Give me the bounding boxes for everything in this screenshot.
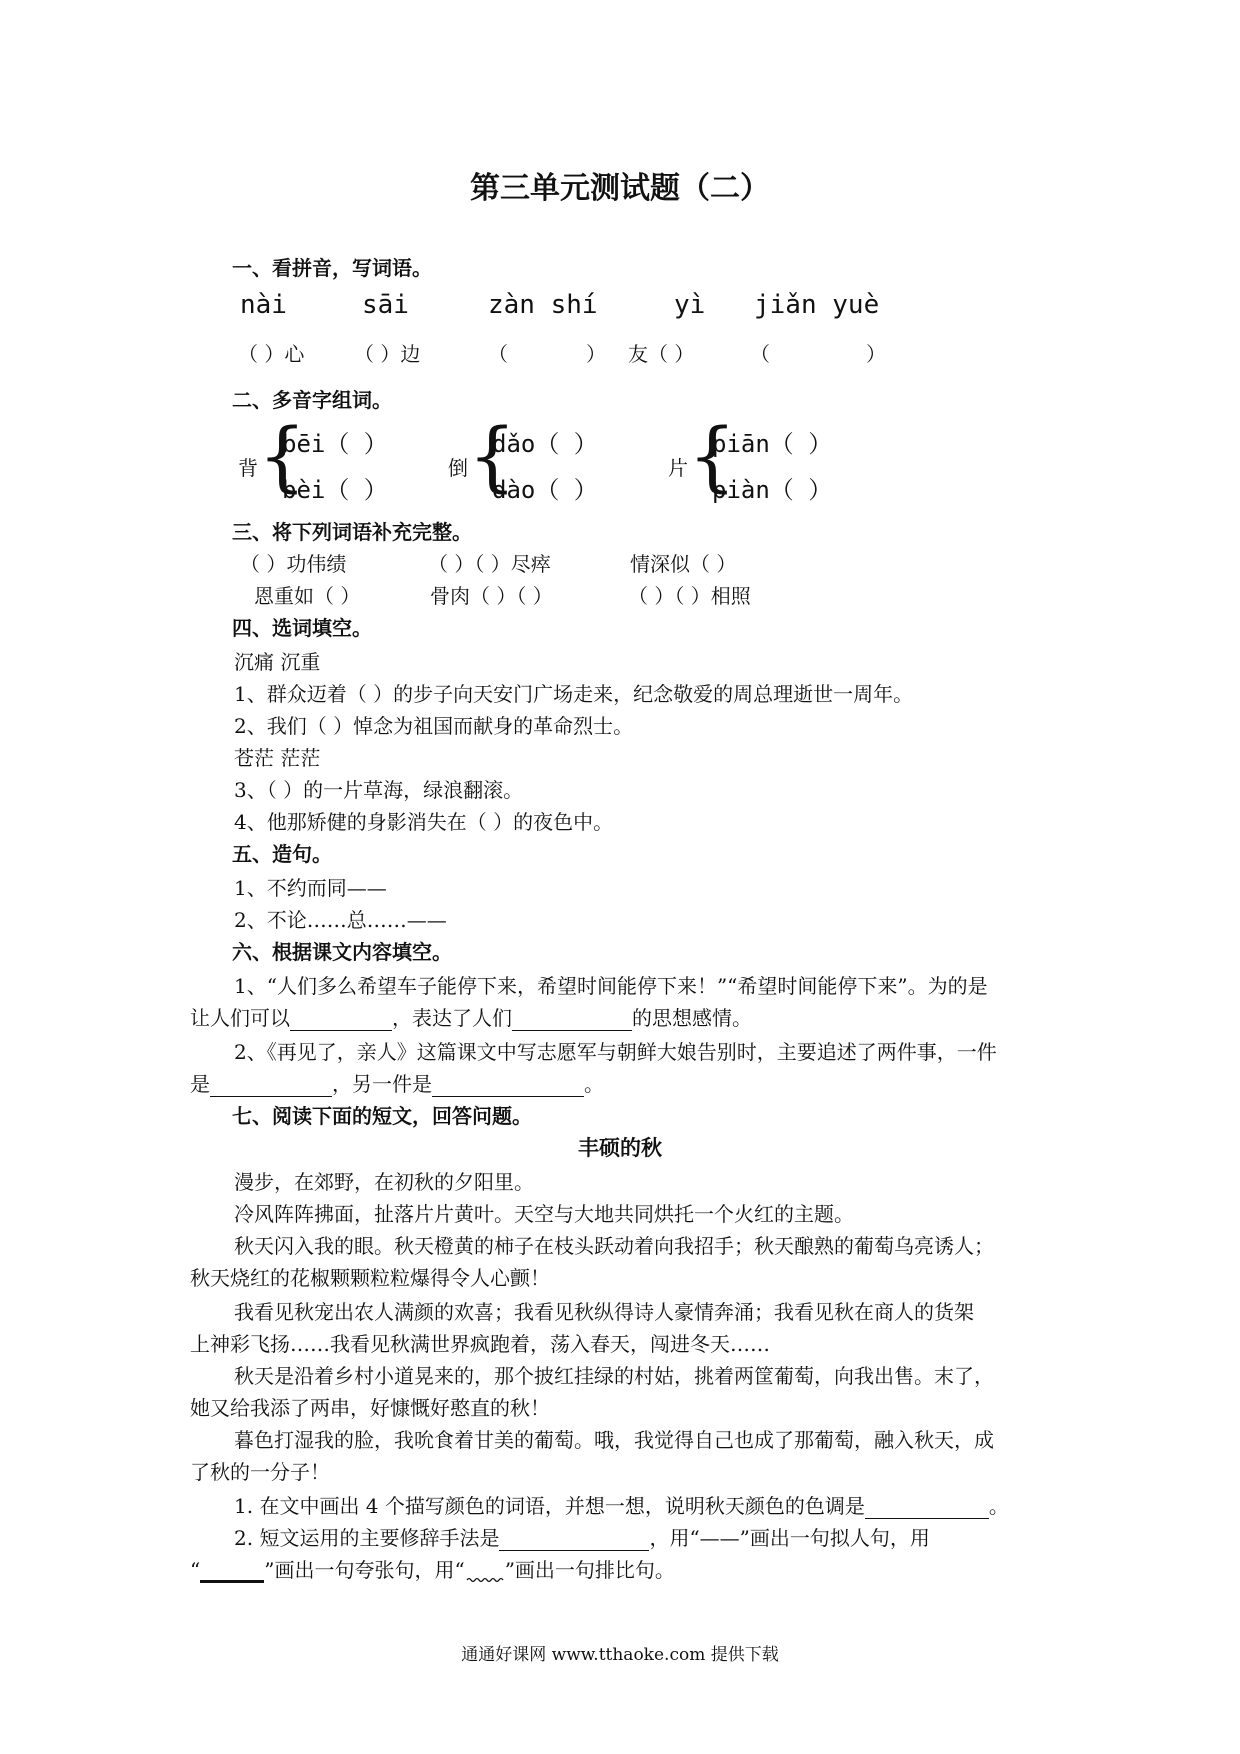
article-paragraph-4-line2: 上神彩飞扬……我看见秋满世界疯跑着，荡入春天，闯进冬天……: [190, 1332, 770, 1356]
poly-2-reading-1: dǎo（ ）: [492, 430, 598, 458]
brace-1: {: [258, 411, 307, 500]
idiom-5: 骨肉（ ）（ ）: [430, 584, 553, 608]
poly-1-reading-1: bēi（ ）: [282, 430, 388, 458]
article-title: 丰硕的秋: [578, 1135, 662, 1160]
fill-question-1: 1、群众迈着（ ）的步子向天安门广场走来，纪念敬爱的周总理逝世一周年。: [234, 682, 914, 706]
pinyin-5: jiǎn yuè: [754, 290, 880, 320]
section-5-heading: 五、造句。: [232, 842, 332, 866]
article-paragraph-4-line1: 我看见秋宠出农人满颜的欢喜；我看见秋纵得诗人豪情奔涌；我看见秋在商人的货架: [234, 1300, 974, 1324]
fill-question-4: 4、他那矫健的身影消失在（ ）的夜色中。: [234, 810, 614, 834]
section-6-heading: 六、根据课文内容填空。: [232, 940, 452, 964]
section-3-heading: 三、将下列词语补充完整。: [232, 520, 472, 544]
article-paragraph-3-line1: 秋天闪入我的眼。秋天橙黄的柿子在枝头跃动着向我招手；秋天酿熟的葡萄乌亮诱人；: [234, 1234, 994, 1258]
brace-2: {: [468, 411, 517, 500]
text-fill-2-line1: 2、《再见了，亲人》这篇课文中写志愿军与朝鲜大娘告别时，主要追述了两件事，一件: [234, 1040, 997, 1064]
article-paragraph-6-line1: 暮色打湿我的脸，我吮食着甘美的葡萄。哦，我觉得自己也成了那葡萄，融入秋天，成: [234, 1428, 994, 1452]
answer-3-close: ）: [586, 342, 606, 366]
poly-char-3: 片: [668, 456, 688, 480]
word-choice-2: 苍茫 茫茫: [234, 746, 321, 770]
reading-question-1: 1. 在文中画出 4 个描写颜色的词语，并想一想，说明秋天颜色的色调是 。: [234, 1494, 1009, 1518]
idiom-1: （ ）功伟绩: [240, 552, 347, 576]
answer-blank: [210, 1076, 332, 1097]
answer-2: （ ）边: [354, 342, 421, 366]
bold-underline-sample: [200, 1562, 264, 1583]
article-paragraph-3-line2: 秋天烧红的花椒颗颗粒粒爆得令人心颤！: [190, 1266, 550, 1290]
word-choice-1: 沉痛 沉重: [234, 650, 321, 674]
answer-blank: [499, 1530, 649, 1551]
pinyin-3: zàn shí: [488, 290, 598, 320]
section-2-heading: 二、多音字组词。: [232, 388, 392, 412]
article-paragraph-6-line2: 了秋的一分子！: [190, 1460, 330, 1484]
wavy-underline-sample: [465, 1565, 505, 1583]
answer-1: （ ）心: [238, 342, 305, 366]
fill-question-3: 3、（ ）的一片草海，绿浪翻滚。: [234, 778, 524, 802]
text-fill-1-line2: 让人们可以 ，表达了人们 的思想感情。: [190, 1006, 752, 1030]
poly-1-reading-2: bèi（ ）: [282, 476, 388, 504]
reading-question-2-line1: 2. 短文运用的主要修辞手法是 ，用“——”画出一句拟人句，用: [234, 1526, 930, 1550]
text-fill-1-line1: 1、“人们多么希望车子能停下来，希望时间能停下来！”“希望时间能停下来”。为的是: [234, 974, 988, 998]
poly-3-reading-1: piān（ ）: [712, 430, 833, 458]
answer-5-open: （: [750, 342, 770, 366]
text-fill-2-line2: 是 ，另一件是 。: [190, 1072, 604, 1096]
idiom-3: 情深似（ ）: [630, 552, 737, 576]
article-paragraph-5-line1: 秋天是沿着乡村小道晃来的，那个披红挂绿的村姑，挑着两筐葡萄，向我出售。末了，: [234, 1364, 994, 1388]
idiom-2: （ ）（ ）尽瘁: [428, 552, 551, 576]
answer-5-close: ）: [866, 342, 886, 366]
sentence-task-1: 1、不约而同——: [234, 876, 387, 900]
section-4-heading: 四、选词填空。: [232, 616, 372, 640]
article-paragraph-5-line2: 她又给我添了两串，好慷慨好憨直的秋！: [190, 1396, 550, 1420]
brace-3: {: [688, 411, 737, 500]
answer-blank: [432, 1076, 584, 1097]
section-1-heading: 一、看拼音，写词语。: [232, 256, 432, 280]
article-paragraph-2: 冷风阵阵拂面，扯落片片黄叶。天空与大地共同烘托一个火红的主题。: [234, 1202, 854, 1226]
pinyin-4: yì: [674, 290, 706, 320]
pinyin-2: sāi: [362, 290, 409, 320]
reading-question-2-line2: “ ”画出一句夸张句，用“ ”画出一句排比句。: [190, 1558, 675, 1582]
poly-2-reading-2: dào（ ）: [492, 476, 598, 504]
idiom-4: 恩重如（ ）: [254, 584, 361, 608]
article-paragraph-1: 漫步，在郊野，在初秋的夕阳里。: [234, 1170, 534, 1194]
pinyin-1: nài: [240, 290, 287, 320]
page-footer: 通通好课网 www.tthaoke.com 提供下载: [461, 1645, 779, 1665]
answer-blank: [865, 1498, 989, 1519]
answer-3-open: （: [488, 342, 508, 366]
poly-char-2: 倒: [448, 456, 468, 480]
poly-3-reading-2: piàn（ ）: [712, 476, 833, 504]
page-title: 第三单元测试题（二）: [470, 171, 770, 206]
idiom-6: （ ）（ ）相照: [628, 584, 751, 608]
answer-4: 友（ ）: [628, 342, 695, 366]
fill-question-2: 2、我们（ ）悼念为祖国而献身的革命烈士。: [234, 714, 634, 738]
section-7-heading: 七、阅读下面的短文，回答问题。: [232, 1104, 532, 1128]
sentence-task-2: 2、不论……总……——: [234, 908, 447, 932]
poly-char-1: 背: [238, 456, 258, 480]
answer-blank: [512, 1010, 632, 1031]
answer-blank: [290, 1010, 392, 1031]
